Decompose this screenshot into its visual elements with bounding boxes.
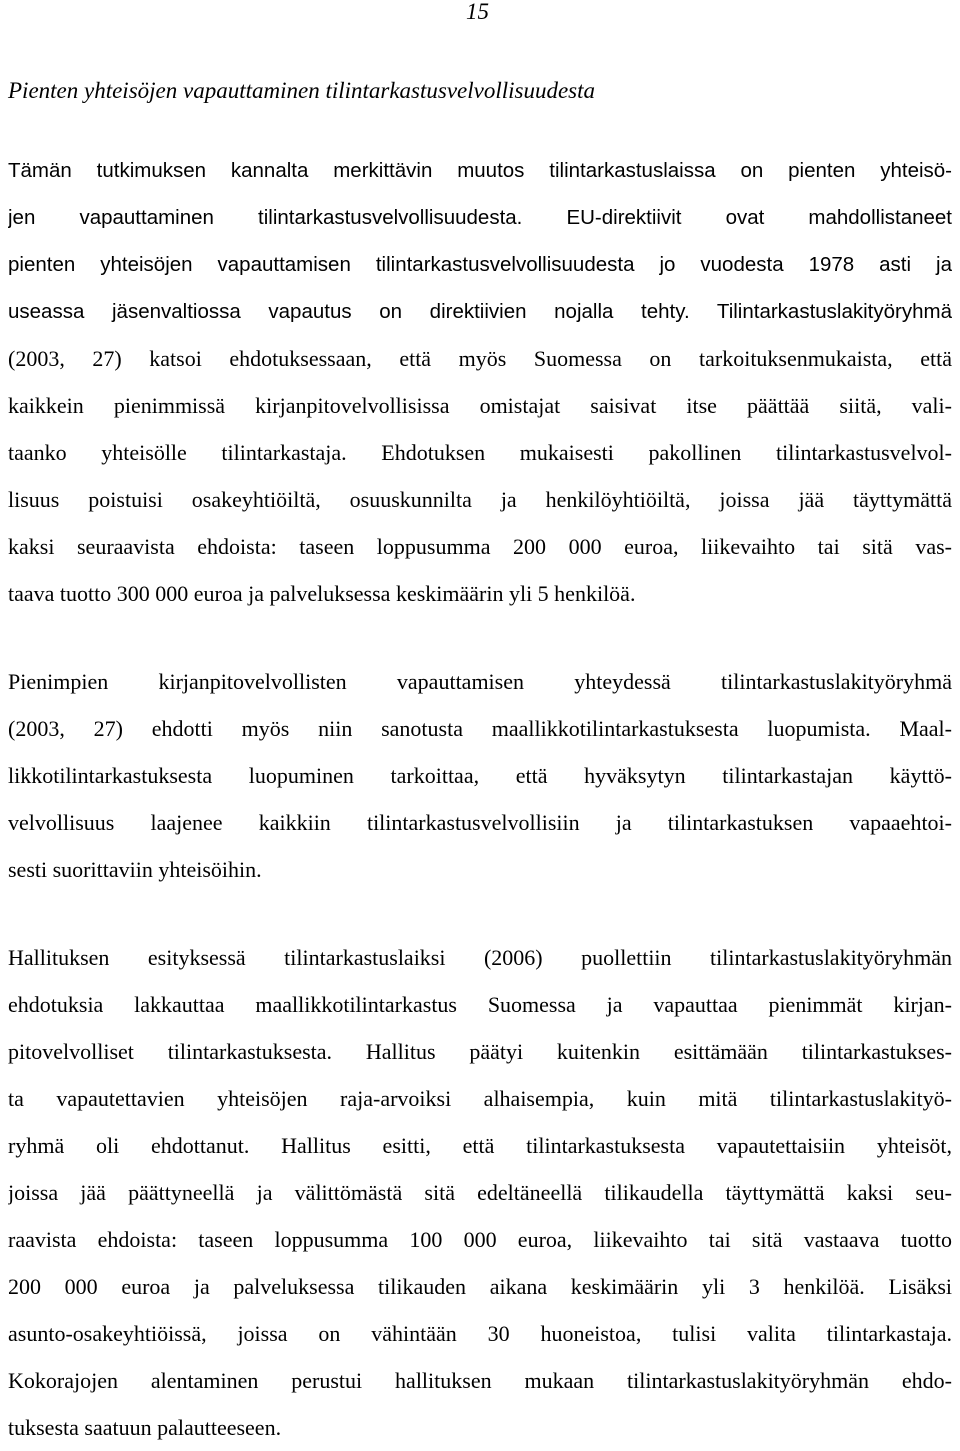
text-line: useassa jäsenvaltiossa vapautus on direktiivien nojalla tehty. Tilintarkastuslakityöryhmä: [8, 300, 952, 323]
text-line: Pienimpien kirjanpitovelvollisten vapauttamisen yhteydessä tilintarkastuslakityöryhmä: [8, 669, 952, 694]
paragraph-3: [8, 934, 952, 1451]
text-line: lisuus poistuisi osakeyhtiöiltä, osuuskunnilta ja henkilöyhtiöiltä, joissa jää täyttymättä: [8, 487, 952, 512]
text-line: joissa jää päättyneellä ja välittömästä sitä edeltäneellä tilikaudella täyttymättä kaksi seu-: [8, 1180, 952, 1205]
text-line: velvollisuus laajenee kaikkiin tilintarkastusvelvollisiin ja tilintarkastuksen vapaaehtoi-: [8, 810, 952, 835]
text-line: taava tuotto 300 000 euroa ja palveluksessa keskimäärin yli 5 henkilöä.: [8, 581, 636, 606]
text-line: kaikkein pienimmissä kirjanpitovelvollisissa omistajat saisivat itse päättää siitä, vali-: [8, 393, 952, 418]
text-line: ehdotuksia lakkauttaa maallikkotilintarkastus Suomessa ja vapauttaa pienimmät kirjan-: [8, 992, 952, 1017]
section-heading: Pienten yhteisöjen vapauttaminen tilintarkastusvelvollisuudesta: [8, 78, 596, 103]
text-line: (2003, 27) ehdotti myös niin sanotusta maallikkotilintarkastuksesta luopumista. Maal-: [8, 716, 952, 741]
text-line: ryhmä oli ehdottanut. Hallitus esitti, että tilintarkastuksesta vapautettaisiin yhteisöt,: [8, 1133, 952, 1158]
text-line: tuksesta saatuun palautteeseen.: [8, 1415, 282, 1440]
text-line: Hallituksen esityksessä tilintarkastuslaiksi (2006) puollettiin tilintarkastuslakityöryhmän: [8, 945, 952, 970]
paragraph-1: [8, 147, 952, 617]
text-line: 200 000 euroa ja palveluksessa tilikauden aikana keskimäärin yli 3 henkilöä. Lisäksi: [8, 1274, 952, 1299]
text-line: Tämän tutkimuksen kannalta merkittävin muutos tilintarkastuslaissa on pienten yhteisö-: [8, 159, 952, 182]
text-line: pitovelvolliset tilintarkastuksesta. Hallitus päätyi kuitenkin esittämään tilintarkastukses-: [8, 1039, 952, 1064]
text-line: (2003, 27) katsoi ehdotuksessaan, että myös Suomessa on tarkoituksenmukaista, että: [8, 346, 952, 371]
text-line: pienten yhteisöjen vapauttamisen tilintarkastusvelvollisuudesta jo vuodesta 1978 asti ja: [8, 253, 952, 276]
text-line: raavista ehdoista: taseen loppusumma 100 000 euroa, liikevaihto tai sitä vastaava tuotto: [8, 1227, 952, 1252]
text-line: taanko yhteisölle tilintarkastaja. Ehdotuksen mukaisesti pakollinen tilintarkastusvelvol-: [8, 440, 952, 465]
text-line: sesti suorittaviin yhteisöihin.: [8, 857, 262, 882]
text-line: Kokorajojen alentaminen perustui hallituksen mukaan tilintarkastuslakityöryhmän ehdo-: [8, 1368, 952, 1393]
paragraph-2: [8, 658, 952, 893]
text-line: kaksi seuraavista ehdoista: taseen loppusumma 200 000 euroa, liikevaihto tai sitä vas-: [8, 534, 952, 559]
text-line: likkotilintarkastuksesta luopuminen tarkoittaa, että hyväksytyn tilintarkastajan käyttö-: [8, 763, 952, 788]
text-line: ta vapautettavien yhteisöjen raja-arvoiksi alhaisempia, kuin mitä tilintarkastuslakityö-: [8, 1086, 952, 1111]
text-line: asunto-osakeyhtiöissä, joissa on vähintään 30 huoneistoa, tulisi valita tilintarkastaja.: [8, 1321, 952, 1346]
text-line: jen vapauttaminen tilintarkastusvelvollisuudesta. EU-direktiivit ovat mahdollistaneet: [8, 206, 952, 229]
page-number: 15: [466, 0, 489, 24]
